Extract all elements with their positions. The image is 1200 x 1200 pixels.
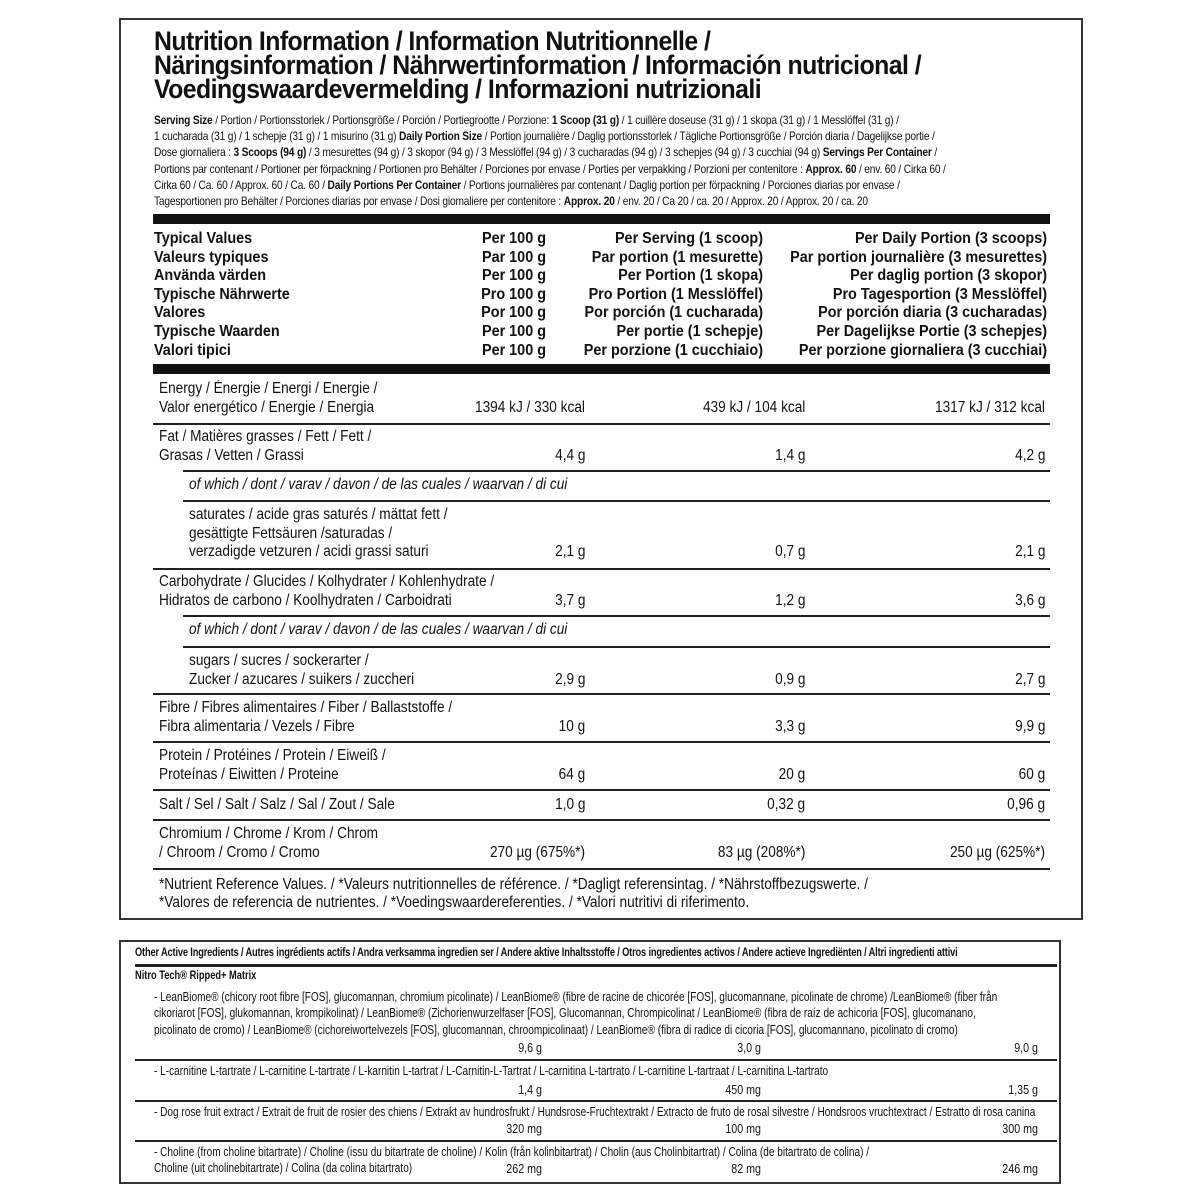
ingredient-value-daily: 9,0 g xyxy=(1014,1041,1038,1055)
nutrient-label: Protein / Protéines / Protein / Eiweiß / Proteínas / Eiwitten / Proteine xyxy=(159,747,386,783)
header-typical-values: Typical Values Valeurs typiques Använda värden Typische Nährwerte Valores Typische Waarden Valori tipici xyxy=(154,230,290,359)
nutrient-label: Salt / Sel / Salt / Salz / Sal / Zout / Sale xyxy=(159,796,395,813)
title-line: Näringsinformation / Nährwertinformation / Información nutricional / xyxy=(154,50,922,80)
nutrition-title xyxy=(154,26,982,104)
ingredient-dog-rose xyxy=(154,1104,1054,1140)
divider xyxy=(135,1059,1057,1061)
value-per-100g: 3,7 g xyxy=(554,591,585,609)
nutrient-label: Energy / Énergie / Energi / Energie / Valor energético / Energie / Energia xyxy=(159,380,378,416)
ingredient-value-serving: 100 mg xyxy=(725,1122,761,1136)
header-per-serving: Per Serving (1 scoop) Par portion (1 mesurette) Per Portion (1 skopa) Pro Portion (1 Messlöffel) Por porción (1 cucharada) Per portie (1 schepje) Per porzione (1 cucchiaio) xyxy=(583,230,763,359)
nutrient-label: Fibre / Fibres alimentaires / Fiber / Ballaststoffe / Fibra alimentaria / Vezels / Fibre xyxy=(159,699,453,735)
value-per-daily: 250 µg (625%*) xyxy=(949,843,1045,861)
ingredient-value-100g: 320 mg xyxy=(506,1122,542,1136)
nutrient-label: Carbohydrate / Glucides / Kolhydrater / Kohlenhydrate / Hidratos de carbono / Koolhydraten / Carboidrati xyxy=(159,573,495,609)
divider xyxy=(153,741,1050,743)
value-per-serving: 439 kJ / 104 kcal xyxy=(702,398,805,416)
ingredient-value-serving: 3,0 g xyxy=(737,1041,761,1055)
value-per-serving: 1,2 g xyxy=(774,591,805,609)
value-per-serving: 0,7 g xyxy=(774,543,805,561)
serving-line: Dose giornaliera : 3 Scoops (94 g) / 3 mesurettes (94 g) / 3 skopor (94 g) / 3 Messlöffel (94 g) / 3 cucharadas (94 g) / 3 schepjes (94 g) / 3 cucchiai (94 g) Servings Per Container / xyxy=(154,146,938,160)
nutrient-label: Chromium / Chrome / Krom / Chrom / Chroom / Cromo / Cromo xyxy=(159,825,379,861)
ingredient-text: - LeanBiome® (chicory root fibre [FOS], glucomannan, chromium picolinate) / LeanBiome® (fibre de racine de chicorée [FOS], glucomannane, picolinate de chrome) /LeanBiome® (fiber från cikoriarot [FOS], glukomannan, krompikolinat) / LeanBiome® (Zichorienwurzelfaser [FOS], Glucomannan, Chrompicolinat / LeanBiome® (fibra de raíz de achicoria [FOS], glucomanano, picolinato de cromo) / LeanBiome® (cichoreiwortelvezels [FOS], glucomannan, chroompicolinaat) / LeanBiome® (fibra di radice di cicoria [FOS], glucomannano, picolinato di cromo) xyxy=(154,990,998,1037)
value-per-daily: 9,9 g xyxy=(1014,717,1045,735)
divider xyxy=(153,568,1050,570)
ingredient-value-daily: 246 mg xyxy=(1002,1162,1038,1176)
divider-thick xyxy=(153,214,1050,224)
ingredient-value-100g: 9,6 g xyxy=(518,1041,542,1055)
divider xyxy=(153,693,1050,695)
matrix-title: Nitro Tech® Ripped+ Matrix xyxy=(135,969,257,982)
ingredient-value-daily: 1,35 g xyxy=(1008,1083,1038,1097)
serving-line: Portions par contenant / Portioner per förpackning / Portionen pro Behälter / Porciones por envase / Porties per verpakking / Porzioni per contenitore : Approx. 60 / env. 60 / Cirka 60 / xyxy=(154,162,946,176)
divider xyxy=(153,819,1050,821)
value-per-daily: 2,1 g xyxy=(1014,543,1045,561)
divider xyxy=(183,646,1050,648)
other-active-ingredients-panel xyxy=(119,940,1061,1184)
nutrient-label: saturates / acide gras saturés / mättat fett / gesättigte Fettsäuren /saturadas / verzadigde vetzuren / acidi grassi saturi xyxy=(189,506,448,561)
value-per-100g: 10 g xyxy=(558,717,585,735)
header-per-daily-portion: Per Daily Portion (3 scoops) Par portion journalière (3 mesurettes) Per daglig portion (3 skopor) Pro Tagesportion (3 Messlöffel) Por porción diaria (3 cucharadas) Per Dagelijkse Portie (3 schepjes) Per porzione giornaliera (3 cucchiai) xyxy=(790,230,1047,359)
divider xyxy=(183,615,1050,617)
footnote-line: *Nutrient Reference Values. / *Valeurs nutritionnelles de référence. / *Dagligt referensintag. / *Nährstoffbezugswerte. / xyxy=(159,876,868,893)
serving-line: Tagesportionen pro Behälter / Porciones diarias por envase / Dosi giomaliere per contenitore : Approx. 20 / env. 20 / Ca 20 / ca. 20 / Approx. 20 / Approx. 20 / ca. 20 xyxy=(154,195,868,209)
value-per-100g: 2,1 g xyxy=(554,543,585,561)
value-per-100g: 1,0 g xyxy=(554,796,585,813)
value-per-serving: 83 µg (208%*) xyxy=(717,843,805,861)
ingredient-value-daily: 300 mg xyxy=(1002,1122,1038,1136)
ingredient-value-serving: 82 mg xyxy=(731,1162,761,1176)
nutrition-panel xyxy=(119,18,1083,920)
serving-line: Cirka 60 / Ca. 60 / Approx. 60 / Ca. 60 / Daily Portions Per Container / Portions journalières par contenant / Daglig portion per förpackning / Porciones diarias por envase / xyxy=(154,178,900,192)
divider-thick xyxy=(135,964,1057,967)
title-line: Voedingswaardevermelding / Informazioni nutrizionali xyxy=(154,74,762,104)
divider xyxy=(183,470,1050,472)
ingredient-value-serving: 450 mg xyxy=(725,1083,761,1097)
ingredient-l-carnitine xyxy=(154,1063,1054,1099)
ingredient-text: - Choline (from choline bitartrate) / Choline (issu du bitartrate de choline) / Kolin (från kolinbitartrat) / Cholin (aus Cholinbitartrat) / Colina (de bitartrato de colina) / Choline (uit cholinebitartrate) / Colina (da colina bitartrato) xyxy=(154,1145,870,1176)
nutrient-label: Fat / Matières grasses / Fett / Fett / Grasas / Vetten / Grassi xyxy=(159,428,372,464)
nutrient-label: sugars / sucres / sockerarter / Zucker / azucares / suikers / zuccheri xyxy=(189,652,415,688)
serving-line: 1 cucharada (31 g) / 1 schepje (31 g) / 1 misurino (31 g) Daily Portion Size / Portion journalière / Daglig portionsstorlek / Tägliche Portionsgröße / Porción diaria / Dagelijkse portie / xyxy=(154,130,935,144)
value-per-daily: 0,96 g xyxy=(1007,796,1045,813)
nutrient-label: of which / dont / varav / davon / de las cuales / waarvan / di cui xyxy=(189,476,568,493)
value-per-daily: 4,2 g xyxy=(1014,446,1045,464)
nutrient-label: of which / dont / varav / davon / de las cuales / waarvan / di cui xyxy=(189,621,568,638)
footnote-line: *Valores de referencia de nutrientes. / *Voedingswaardereferenties. / *Valori nutritivi di riferimento. xyxy=(159,894,750,912)
value-per-100g: 1394 kJ / 330 kcal xyxy=(475,398,585,416)
divider xyxy=(153,789,1050,791)
ingredient-value-100g: 262 mg xyxy=(506,1162,542,1176)
value-per-serving: 0,32 g xyxy=(767,796,805,813)
value-per-100g: 270 µg (675%*) xyxy=(489,843,585,861)
ingredient-text: - Dog rose fruit extract / Extrait de fruit de rosier des chiens / Extrakt av hundrosfrukt / Hundsrose-Fruchtextrakt / Extracto de fruto de rosal silvestre / Hondsroos vruchtextract / Estratto di rosa canina xyxy=(154,1105,1036,1119)
divider xyxy=(153,423,1050,425)
other-active-title: Other Active Ingredients / Autres ingrédients actifs / Andra verksamma ingredien ser / Andere aktive Inhaltsstoffe / Otros ingredientes activos / Andere actieve Ingrediënten / Altri ingredienti attivi xyxy=(135,946,958,959)
ingredient-choline xyxy=(154,1144,1054,1182)
title-line: Nutrition Information / Information Nutritionnelle / xyxy=(154,26,711,56)
divider-thick xyxy=(153,364,1050,374)
value-per-serving: 3,3 g xyxy=(774,717,805,735)
serving-line: Serving Size / Portion / Portionsstorlek / Portionsgröße / Porción / Portiegrootte / Porzione: 1 Scoop (31 g) / 1 cuillère doseuse (31 g) / 1 skopa (31 g) / 1 Messlöffel (31 g) / xyxy=(154,114,899,127)
value-per-serving: 20 g xyxy=(778,765,805,783)
value-per-daily: 2,7 g xyxy=(1014,670,1045,688)
divider xyxy=(135,1100,1057,1102)
value-per-serving: 0,9 g xyxy=(774,670,805,688)
value-per-daily: 1317 kJ / 312 kcal xyxy=(935,398,1045,416)
footnote-reference-values xyxy=(159,876,868,913)
divider xyxy=(183,500,1050,502)
value-per-100g: 64 g xyxy=(558,765,585,783)
value-per-serving: 1,4 g xyxy=(774,446,805,464)
ingredient-value-100g: 1,4 g xyxy=(518,1083,542,1097)
header-per-100g: Per 100 g Par 100 g Per 100 g Pro 100 g Por 100 g Per 100 g Per 100 g xyxy=(481,230,546,359)
divider xyxy=(153,868,1050,870)
divider xyxy=(135,1140,1057,1142)
value-per-daily: 3,6 g xyxy=(1014,591,1045,609)
ingredient-leanbiome xyxy=(154,989,1054,1059)
value-per-100g: 2,9 g xyxy=(554,670,585,688)
value-per-100g: 4,4 g xyxy=(554,446,585,464)
serving-info xyxy=(154,113,1034,210)
value-per-daily: 60 g xyxy=(1018,765,1045,783)
ingredient-text: - L-carnitine L-tartrate / L-carnitine L-tartrate / L-karnitin L-tartrat / L-Carnitin-L-Tartrat / L-carnitina L-tartrato / L-carnitine L-tartraat / L-carnitina L-tartrato xyxy=(154,1064,829,1078)
